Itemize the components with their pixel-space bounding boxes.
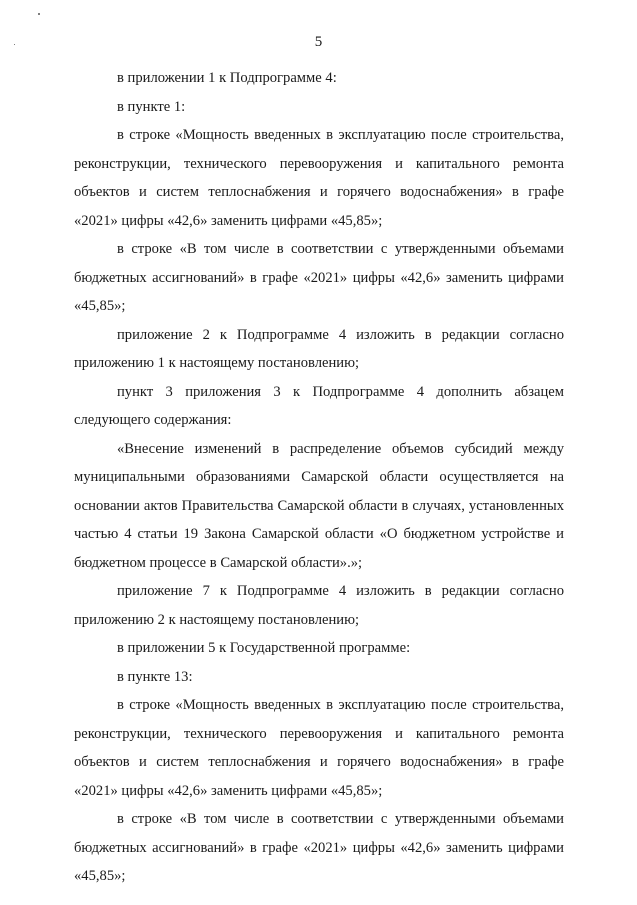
paragraph: в пункте 13:: [117, 668, 193, 685]
paragraph: в приложении 1 к Подпрограмме 4:: [117, 70, 337, 86]
paragraph: в строке «В том числе в соответствии с утвержденными объемами бюджетных ассигнований» в графе «2021» цифры «42,6» заменить цифрами «45,85»;: [74, 241, 564, 314]
paragraph: в строке «В том числе в соответствии с утвержденными объемами бюджетных ассигнований» в графе «2021» цифры «42,6» заменить цифрами «45,85»;: [74, 811, 564, 884]
paragraph: в строке «Мощность введенных в эксплуатацию после строительства, реконструкции, технического перевооружения и капитального ремонта объектов и систем теплоснабжения и горячего водоснабжения» в графе «2021» цифры «42,6» заменить цифрами «45,85»;: [74, 697, 564, 799]
paragraph: в строке «Мощность введенных в эксплуатацию после строительства, реконструкции, технического перевооружения и капитального ремонта объектов и систем теплоснабжения и горячего водоснабжения» в графе «2021» цифры «42,6» заменить цифрами «45,85»;: [74, 127, 564, 229]
paragraph: в приложении 5 к Государственной программе:: [117, 640, 411, 656]
page-number: 5: [314, 34, 323, 50]
paragraph: приложение 2 к Подпрограмме 4 изложить в редакции согласно приложению 1 к настоящему постановлению;: [74, 326, 564, 371]
paragraph: приложение 7 к Подпрограмме 4 изложить в редакции согласно приложению 2 к настоящему постановлению;: [74, 583, 564, 628]
scan-speck: [38, 13, 40, 15]
paragraph: «Внесение изменений в распределение объемов субсидий между муниципальными образованиями Самарской области осуществляется на основании актов Правительства Самарской области в случаях, установленных частью 4 статьи 19 Закона Самарской области «О бюджетном устройстве и бюджетном процессе в Самарской области».»;: [74, 440, 564, 571]
document-body: [74, 64, 564, 891]
paragraph: в пункте 1:: [117, 98, 186, 115]
paragraph: пункт 3 приложения 3 к Подпрограмме 4 дополнить абзацем следующего содержания:: [74, 383, 564, 428]
